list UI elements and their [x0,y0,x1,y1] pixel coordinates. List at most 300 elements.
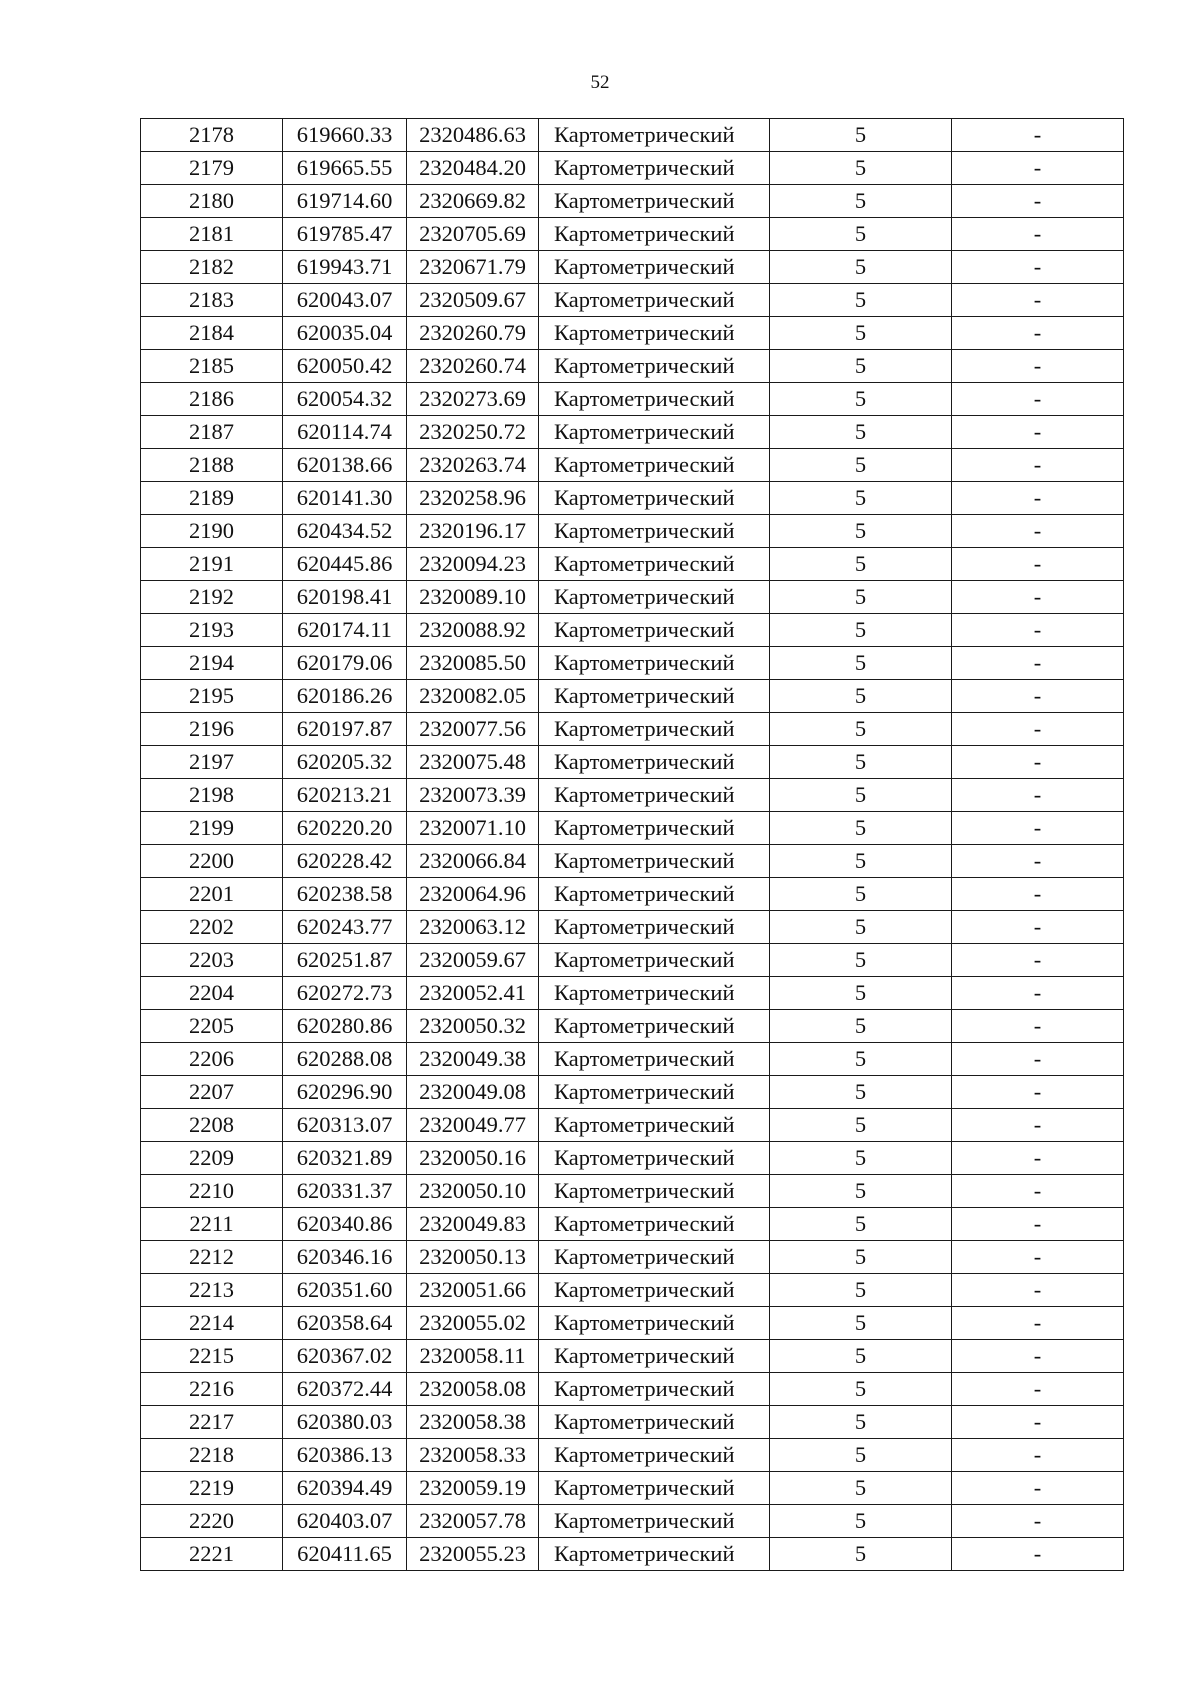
table-body [141,119,1124,1571]
note-cell: - [952,416,1124,449]
x-coordinate-cell: 620197.87 [283,713,407,746]
method-cell: Картометрический [539,977,770,1010]
point-number-cell: 2194 [141,647,283,680]
method-cell: Картометрический [539,218,770,251]
y-coordinate-cell: 2320059.67 [407,944,539,977]
note-cell: - [952,1076,1124,1109]
method-cell: Картометрический [539,152,770,185]
y-coordinate-cell: 2320055.02 [407,1307,539,1340]
method-cell: Картометрический [539,1109,770,1142]
accuracy-cell: 5 [770,1208,952,1241]
x-coordinate-cell: 620280.86 [283,1010,407,1043]
point-number-cell: 2191 [141,548,283,581]
table-row [141,1472,1124,1505]
method-cell: Картометрический [539,1010,770,1043]
accuracy-cell: 5 [770,1538,952,1571]
table-row [141,1010,1124,1043]
y-coordinate-cell: 2320260.74 [407,350,539,383]
method-cell: Картометрический [539,515,770,548]
table-row [141,383,1124,416]
page-number: 52 [590,72,610,93]
y-coordinate-cell: 2320705.69 [407,218,539,251]
accuracy-cell: 5 [770,548,952,581]
y-coordinate-cell: 2320058.38 [407,1406,539,1439]
table-row [141,317,1124,350]
accuracy-cell: 5 [770,515,952,548]
note-cell: - [952,515,1124,548]
point-number-cell: 2200 [141,845,283,878]
accuracy-cell: 5 [770,812,952,845]
y-coordinate-cell: 2320049.83 [407,1208,539,1241]
point-number-cell: 2197 [141,746,283,779]
x-coordinate-cell: 620179.06 [283,647,407,680]
method-cell: Картометрический [539,1439,770,1472]
y-coordinate-cell: 2320064.96 [407,878,539,911]
y-coordinate-cell: 2320058.08 [407,1373,539,1406]
accuracy-cell: 5 [770,284,952,317]
method-cell: Картометрический [539,911,770,944]
table-row [141,1406,1124,1439]
method-cell: Картометрический [539,317,770,350]
table-row [141,1241,1124,1274]
y-coordinate-cell: 2320263.74 [407,449,539,482]
note-cell: - [952,1109,1124,1142]
x-coordinate-cell: 619660.33 [283,119,407,152]
y-coordinate-cell: 2320071.10 [407,812,539,845]
accuracy-cell: 5 [770,746,952,779]
x-coordinate-cell: 620445.86 [283,548,407,581]
y-coordinate-cell: 2320077.56 [407,713,539,746]
y-coordinate-cell: 2320082.05 [407,680,539,713]
x-coordinate-cell: 620372.44 [283,1373,407,1406]
table-row [141,812,1124,845]
point-number-cell: 2209 [141,1142,283,1175]
note-cell: - [952,185,1124,218]
accuracy-cell: 5 [770,1472,952,1505]
y-coordinate-cell: 2320058.11 [407,1340,539,1373]
table-row [141,449,1124,482]
point-number-cell: 2199 [141,812,283,845]
y-coordinate-cell: 2320260.79 [407,317,539,350]
table-row [141,119,1124,152]
accuracy-cell: 5 [770,647,952,680]
point-number-cell: 2208 [141,1109,283,1142]
note-cell: - [952,1340,1124,1373]
note-cell: - [952,977,1124,1010]
accuracy-cell: 5 [770,218,952,251]
accuracy-cell: 5 [770,1340,952,1373]
accuracy-cell: 5 [770,911,952,944]
note-cell: - [952,713,1124,746]
coordinates-table [140,118,1124,1571]
note-cell: - [952,1241,1124,1274]
method-cell: Картометрический [539,1505,770,1538]
x-coordinate-cell: 620331.37 [283,1175,407,1208]
table-row [141,878,1124,911]
y-coordinate-cell: 2320669.82 [407,185,539,218]
method-cell: Картометрический [539,482,770,515]
point-number-cell: 2195 [141,680,283,713]
y-coordinate-cell: 2320063.12 [407,911,539,944]
y-coordinate-cell: 2320073.39 [407,779,539,812]
y-coordinate-cell: 2320250.72 [407,416,539,449]
note-cell: - [952,647,1124,680]
y-coordinate-cell: 2320094.23 [407,548,539,581]
y-coordinate-cell: 2320049.38 [407,1043,539,1076]
table-row [141,1307,1124,1340]
method-cell: Картометрический [539,1307,770,1340]
note-cell: - [952,614,1124,647]
y-coordinate-cell: 2320085.50 [407,647,539,680]
method-cell: Картометрический [539,878,770,911]
point-number-cell: 2189 [141,482,283,515]
note-cell: - [952,1142,1124,1175]
note-cell: - [952,1010,1124,1043]
point-number-cell: 2215 [141,1340,283,1373]
method-cell: Картометрический [539,1340,770,1373]
accuracy-cell: 5 [770,482,952,515]
point-number-cell: 2203 [141,944,283,977]
accuracy-cell: 5 [770,185,952,218]
point-number-cell: 2217 [141,1406,283,1439]
y-coordinate-cell: 2320058.33 [407,1439,539,1472]
accuracy-cell: 5 [770,1043,952,1076]
x-coordinate-cell: 620367.02 [283,1340,407,1373]
accuracy-cell: 5 [770,1406,952,1439]
table-row [141,284,1124,317]
point-number-cell: 2193 [141,614,283,647]
point-number-cell: 2204 [141,977,283,1010]
x-coordinate-cell: 620050.42 [283,350,407,383]
method-cell: Картометрический [539,1538,770,1571]
x-coordinate-cell: 620238.58 [283,878,407,911]
y-coordinate-cell: 2320050.13 [407,1241,539,1274]
point-number-cell: 2214 [141,1307,283,1340]
note-cell: - [952,284,1124,317]
table-row [141,647,1124,680]
note-cell: - [952,779,1124,812]
x-coordinate-cell: 620296.90 [283,1076,407,1109]
method-cell: Картометрический [539,647,770,680]
y-coordinate-cell: 2320049.77 [407,1109,539,1142]
point-number-cell: 2218 [141,1439,283,1472]
method-cell: Картометрический [539,1274,770,1307]
accuracy-cell: 5 [770,1241,952,1274]
note-cell: - [952,680,1124,713]
x-coordinate-cell: 620434.52 [283,515,407,548]
note-cell: - [952,317,1124,350]
x-coordinate-cell: 620403.07 [283,1505,407,1538]
y-coordinate-cell: 2320055.23 [407,1538,539,1571]
x-coordinate-cell: 620411.65 [283,1538,407,1571]
point-number-cell: 2183 [141,284,283,317]
x-coordinate-cell: 620380.03 [283,1406,407,1439]
note-cell: - [952,911,1124,944]
accuracy-cell: 5 [770,1307,952,1340]
table-row [141,1175,1124,1208]
y-coordinate-cell: 2320050.32 [407,1010,539,1043]
point-number-cell: 2188 [141,449,283,482]
method-cell: Картометрический [539,119,770,152]
x-coordinate-cell: 620351.60 [283,1274,407,1307]
method-cell: Картометрический [539,1373,770,1406]
note-cell: - [952,1208,1124,1241]
point-number-cell: 2205 [141,1010,283,1043]
accuracy-cell: 5 [770,1142,952,1175]
x-coordinate-cell: 620141.30 [283,482,407,515]
table-row [141,1109,1124,1142]
y-coordinate-cell: 2320509.67 [407,284,539,317]
method-cell: Картометрический [539,812,770,845]
point-number-cell: 2192 [141,581,283,614]
point-number-cell: 2210 [141,1175,283,1208]
point-number-cell: 2184 [141,317,283,350]
x-coordinate-cell: 620228.42 [283,845,407,878]
table-row [141,746,1124,779]
y-coordinate-cell: 2320049.08 [407,1076,539,1109]
accuracy-cell: 5 [770,614,952,647]
x-coordinate-cell: 620213.21 [283,779,407,812]
accuracy-cell: 5 [770,1505,952,1538]
note-cell: - [952,1472,1124,1505]
accuracy-cell: 5 [770,1076,952,1109]
point-number-cell: 2221 [141,1538,283,1571]
method-cell: Картометрический [539,383,770,416]
accuracy-cell: 5 [770,350,952,383]
point-number-cell: 2220 [141,1505,283,1538]
table-row [141,1208,1124,1241]
accuracy-cell: 5 [770,713,952,746]
x-coordinate-cell: 620138.66 [283,449,407,482]
method-cell: Картометрический [539,1043,770,1076]
method-cell: Картометрический [539,1142,770,1175]
table-row [141,944,1124,977]
note-cell: - [952,1439,1124,1472]
method-cell: Картометрический [539,548,770,581]
accuracy-cell: 5 [770,449,952,482]
note-cell: - [952,482,1124,515]
point-number-cell: 2190 [141,515,283,548]
accuracy-cell: 5 [770,383,952,416]
x-coordinate-cell: 620288.08 [283,1043,407,1076]
method-cell: Картометрический [539,944,770,977]
table-row [141,779,1124,812]
method-cell: Картометрический [539,680,770,713]
point-number-cell: 2201 [141,878,283,911]
table-row [141,977,1124,1010]
point-number-cell: 2207 [141,1076,283,1109]
y-coordinate-cell: 2320059.19 [407,1472,539,1505]
note-cell: - [952,1175,1124,1208]
x-coordinate-cell: 620054.32 [283,383,407,416]
y-coordinate-cell: 2320050.16 [407,1142,539,1175]
method-cell: Картометрический [539,1472,770,1505]
x-coordinate-cell: 620220.20 [283,812,407,845]
table-row [141,515,1124,548]
x-coordinate-cell: 620358.64 [283,1307,407,1340]
x-coordinate-cell: 620251.87 [283,944,407,977]
table-row [141,1340,1124,1373]
method-cell: Картометрический [539,1208,770,1241]
x-coordinate-cell: 620346.16 [283,1241,407,1274]
method-cell: Картометрический [539,416,770,449]
point-number-cell: 2186 [141,383,283,416]
method-cell: Картометрический [539,614,770,647]
point-number-cell: 2181 [141,218,283,251]
y-coordinate-cell: 2320050.10 [407,1175,539,1208]
note-cell: - [952,350,1124,383]
table-row [141,680,1124,713]
point-number-cell: 2178 [141,119,283,152]
x-coordinate-cell: 619665.55 [283,152,407,185]
point-number-cell: 2185 [141,350,283,383]
accuracy-cell: 5 [770,1010,952,1043]
x-coordinate-cell: 620394.49 [283,1472,407,1505]
point-number-cell: 2182 [141,251,283,284]
method-cell: Картометрический [539,713,770,746]
table-row [141,482,1124,515]
x-coordinate-cell: 619714.60 [283,185,407,218]
method-cell: Картометрический [539,1175,770,1208]
table-row [141,1274,1124,1307]
note-cell: - [952,548,1124,581]
method-cell: Картометрический [539,1076,770,1109]
table-row [141,1043,1124,1076]
note-cell: - [952,812,1124,845]
table-row [141,350,1124,383]
x-coordinate-cell: 620386.13 [283,1439,407,1472]
x-coordinate-cell: 620174.11 [283,614,407,647]
point-number-cell: 2198 [141,779,283,812]
note-cell: - [952,383,1124,416]
x-coordinate-cell: 619943.71 [283,251,407,284]
note-cell: - [952,1538,1124,1571]
x-coordinate-cell: 619785.47 [283,218,407,251]
y-coordinate-cell: 2320088.92 [407,614,539,647]
point-number-cell: 2212 [141,1241,283,1274]
method-cell: Картометрический [539,185,770,218]
method-cell: Картометрический [539,1406,770,1439]
method-cell: Картометрический [539,284,770,317]
accuracy-cell: 5 [770,581,952,614]
table-row [141,845,1124,878]
method-cell: Картометрический [539,1241,770,1274]
note-cell: - [952,581,1124,614]
y-coordinate-cell: 2320066.84 [407,845,539,878]
y-coordinate-cell: 2320671.79 [407,251,539,284]
y-coordinate-cell: 2320258.96 [407,482,539,515]
note-cell: - [952,1274,1124,1307]
x-coordinate-cell: 620321.89 [283,1142,407,1175]
note-cell: - [952,1043,1124,1076]
y-coordinate-cell: 2320075.48 [407,746,539,779]
method-cell: Картометрический [539,581,770,614]
method-cell: Картометрический [539,746,770,779]
table-row [141,1538,1124,1571]
accuracy-cell: 5 [770,845,952,878]
table-row [141,1142,1124,1175]
accuracy-cell: 5 [770,680,952,713]
x-coordinate-cell: 620205.32 [283,746,407,779]
note-cell: - [952,251,1124,284]
accuracy-cell: 5 [770,1439,952,1472]
accuracy-cell: 5 [770,878,952,911]
y-coordinate-cell: 2320051.66 [407,1274,539,1307]
point-number-cell: 2180 [141,185,283,218]
table-row [141,548,1124,581]
accuracy-cell: 5 [770,779,952,812]
accuracy-cell: 5 [770,1109,952,1142]
table-row [141,614,1124,647]
x-coordinate-cell: 620313.07 [283,1109,407,1142]
accuracy-cell: 5 [770,1274,952,1307]
y-coordinate-cell: 2320273.69 [407,383,539,416]
note-cell: - [952,218,1124,251]
x-coordinate-cell: 620243.77 [283,911,407,944]
table-row [141,1505,1124,1538]
table-row [141,152,1124,185]
y-coordinate-cell: 2320484.20 [407,152,539,185]
point-number-cell: 2219 [141,1472,283,1505]
point-number-cell: 2202 [141,911,283,944]
y-coordinate-cell: 2320057.78 [407,1505,539,1538]
method-cell: Картометрический [539,449,770,482]
accuracy-cell: 5 [770,119,952,152]
note-cell: - [952,449,1124,482]
x-coordinate-cell: 620186.26 [283,680,407,713]
x-coordinate-cell: 620035.04 [283,317,407,350]
x-coordinate-cell: 620114.74 [283,416,407,449]
note-cell: - [952,119,1124,152]
table-row [141,1439,1124,1472]
accuracy-cell: 5 [770,977,952,1010]
table-row [141,251,1124,284]
table-row [141,1076,1124,1109]
accuracy-cell: 5 [770,1175,952,1208]
note-cell: - [952,746,1124,779]
x-coordinate-cell: 620198.41 [283,581,407,614]
y-coordinate-cell: 2320196.17 [407,515,539,548]
accuracy-cell: 5 [770,317,952,350]
table-row [141,713,1124,746]
method-cell: Картометрический [539,845,770,878]
note-cell: - [952,1373,1124,1406]
note-cell: - [952,1505,1124,1538]
note-cell: - [952,878,1124,911]
method-cell: Картометрический [539,350,770,383]
table-row [141,185,1124,218]
point-number-cell: 2213 [141,1274,283,1307]
accuracy-cell: 5 [770,944,952,977]
note-cell: - [952,845,1124,878]
y-coordinate-cell: 2320486.63 [407,119,539,152]
table-row [141,1373,1124,1406]
accuracy-cell: 5 [770,251,952,284]
point-number-cell: 2216 [141,1373,283,1406]
note-cell: - [952,1307,1124,1340]
x-coordinate-cell: 620340.86 [283,1208,407,1241]
x-coordinate-cell: 620272.73 [283,977,407,1010]
point-number-cell: 2179 [141,152,283,185]
method-cell: Картометрический [539,251,770,284]
accuracy-cell: 5 [770,152,952,185]
accuracy-cell: 5 [770,1373,952,1406]
x-coordinate-cell: 620043.07 [283,284,407,317]
point-number-cell: 2196 [141,713,283,746]
table-row [141,218,1124,251]
note-cell: - [952,944,1124,977]
table-row [141,416,1124,449]
